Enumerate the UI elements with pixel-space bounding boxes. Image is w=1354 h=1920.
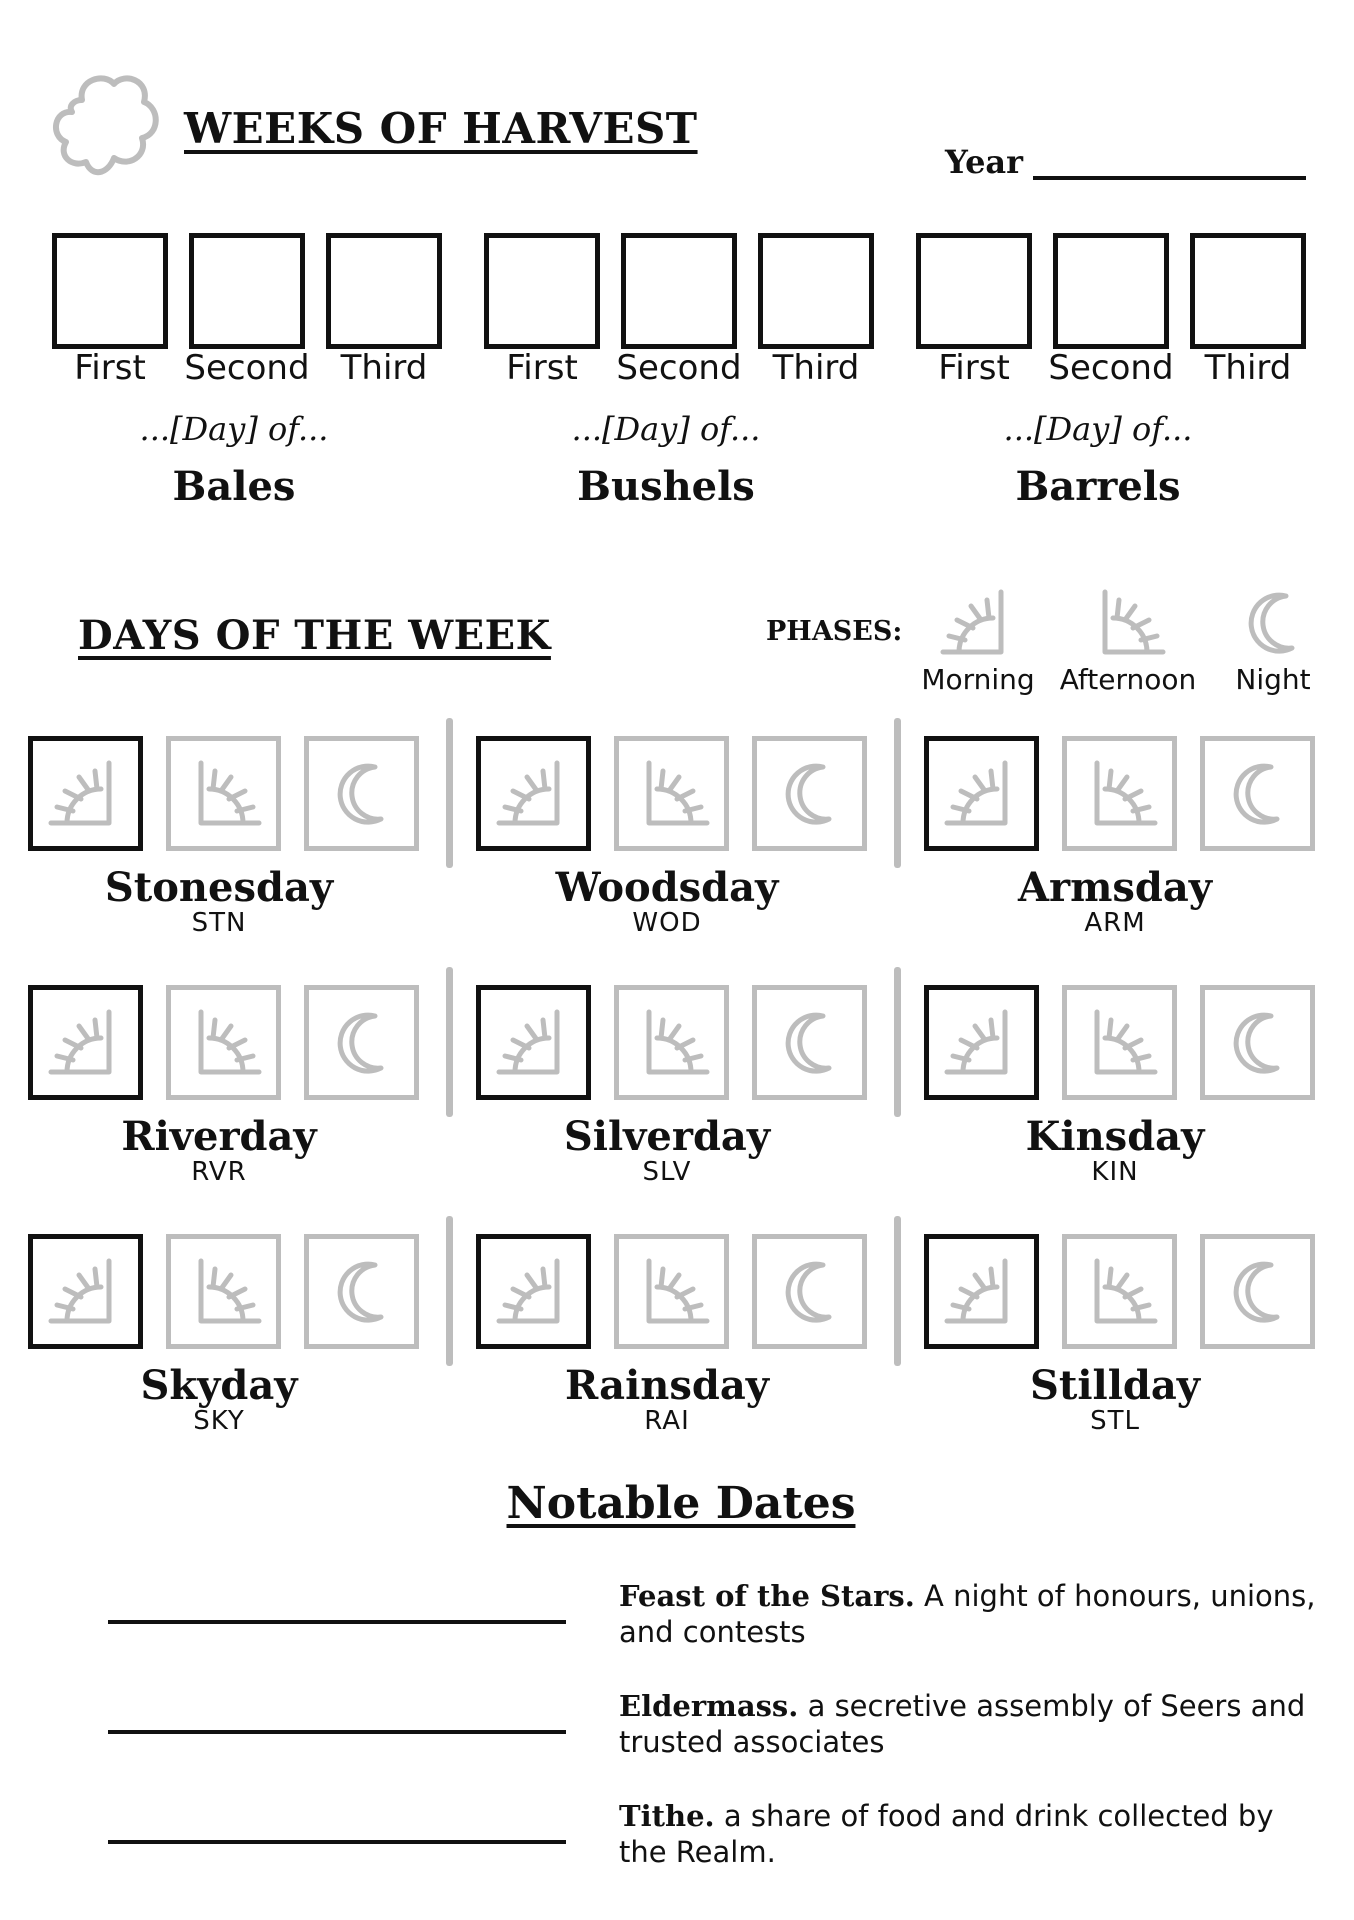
phase-checkbox-afternoon[interactable] [614,736,729,851]
moon-icon [1215,751,1301,837]
day-abbr: SKY [193,1406,245,1436]
sunrise-icon [491,1249,577,1335]
sunset-icon [181,751,267,837]
phase-checkbox-night[interactable] [752,736,867,851]
notable-date-text [619,1798,1324,1870]
sunrise-icon [491,1000,577,1086]
phase-checkbox-morning[interactable] [28,985,143,1100]
day-abbr: STN [191,908,247,938]
column-separator [894,967,901,1117]
week-ordinal-label: First [74,348,146,388]
week-ordinal-label: Third [1204,348,1292,388]
week-day-box[interactable] [52,233,168,349]
week-day-box[interactable] [1053,233,1169,349]
week-day-box[interactable] [758,233,874,349]
week-day-box[interactable] [916,233,1032,349]
phase-checkbox-afternoon[interactable] [1062,985,1177,1100]
day-of-label: ...[Day] of... [139,410,329,448]
notable-date-name: Tithe. [619,1799,715,1833]
column-separator [894,718,901,868]
date-input-line[interactable] [108,1840,566,1844]
date-input-line[interactable] [108,1730,566,1734]
sunset-icon [1077,1249,1163,1335]
day-name: Riverday [121,1113,317,1160]
sunrise-icon [935,580,1021,666]
notable-date-name: Feast of the Stars. [619,1579,915,1613]
phase-checkbox-night[interactable] [1200,1234,1315,1349]
week-ordinal-label: First [506,348,578,388]
day-name: Silverday [563,1113,771,1160]
sunrise-icon [491,751,577,837]
notable-date-text [619,1688,1324,1760]
day-of-label: ...[Day] of... [1003,410,1193,448]
sunset-icon [629,1000,715,1086]
sunrise-icon [43,1249,129,1335]
phase-checkbox-morning[interactable] [28,736,143,851]
sunset-icon [1077,1000,1163,1086]
column-separator [446,967,453,1117]
phase-checkbox-night[interactable] [304,1234,419,1349]
phase-checkbox-afternoon[interactable] [166,985,281,1100]
phase-checkbox-afternoon[interactable] [1062,1234,1177,1349]
week-name: Barrels [1015,463,1181,510]
moon-icon [319,751,405,837]
logo-icon [52,70,162,192]
week-ordinal-label: First [938,348,1010,388]
week-day-box[interactable] [621,233,737,349]
phase-checkbox-afternoon[interactable] [166,1234,281,1349]
phase-checkbox-night[interactable] [304,985,419,1100]
day-abbr: RAI [644,1406,690,1436]
moon-icon [1215,1249,1301,1335]
day-abbr: RVR [191,1157,247,1187]
phase-checkbox-night[interactable] [304,736,419,851]
day-name: Armsday [1017,864,1213,911]
sunset-icon [181,1000,267,1086]
sunrise-icon [43,751,129,837]
sunrise-icon [43,1000,129,1086]
notable-date-name: Eldermass. [619,1689,799,1723]
day-abbr: ARM [1084,908,1146,938]
sunset-icon [181,1249,267,1335]
phase-checkbox-morning[interactable] [28,1234,143,1349]
week-name: Bushels [577,463,755,510]
notable-date-desc: a secretive assembly of Seers and trusted associates [619,1689,1306,1759]
phase-checkbox-afternoon[interactable] [614,985,729,1100]
days-section-title: DAYS OF THE WEEK [78,612,551,659]
year-input-line[interactable] [1033,176,1306,180]
phase-checkbox-morning[interactable] [924,985,1039,1100]
phase-label: Morning [921,663,1035,696]
notable-date-desc: A night of honours, unions, and contests [619,1579,1316,1649]
phase-checkbox-morning[interactable] [476,1234,591,1349]
moon-icon [767,751,853,837]
phase-checkbox-night[interactable] [1200,985,1315,1100]
moon-icon [319,1249,405,1335]
sunset-icon [1077,751,1163,837]
phase-checkbox-night[interactable] [752,985,867,1100]
day-name: Rainsday [564,1362,769,1409]
day-name: Woodsday [555,864,779,911]
week-name: Bales [172,463,296,510]
day-name: Stillday [1029,1362,1201,1409]
column-separator [894,1216,901,1366]
phase-checkbox-afternoon[interactable] [1062,736,1177,851]
column-separator [446,718,453,868]
week-ordinal-label: Third [340,348,428,388]
week-ordinal-label: Third [772,348,860,388]
day-of-label: ...[Day] of... [571,410,761,448]
day-name: Kinsday [1025,1113,1205,1160]
day-abbr: SLV [642,1157,692,1187]
phase-label: Night [1235,663,1311,696]
moon-icon [1215,1000,1301,1086]
moon-icon [1230,580,1316,666]
moon-icon [767,1000,853,1086]
phase-checkbox-morning[interactable] [476,736,591,851]
date-input-line[interactable] [108,1620,566,1624]
sunrise-icon [939,1000,1025,1086]
day-name: Stonesday [104,864,334,911]
phase-checkbox-morning[interactable] [476,985,591,1100]
phase-checkbox-night[interactable] [1200,736,1315,851]
sunset-icon [1085,580,1171,666]
phases-label: PHASES: [766,616,903,647]
phase-checkbox-night[interactable] [752,1234,867,1349]
notable-dates-title: Notable Dates [506,1478,856,1529]
year-label: Year [945,143,1024,181]
week-day-box[interactable] [326,233,442,349]
day-abbr: WOD [632,908,702,938]
moon-icon [319,1000,405,1086]
moon-icon [767,1249,853,1335]
day-abbr: STL [1090,1406,1140,1436]
phase-checkbox-afternoon[interactable] [614,1234,729,1349]
page-title: WEEKS OF HARVEST [184,104,698,153]
phase-checkbox-morning[interactable] [924,1234,1039,1349]
week-day-box[interactable] [189,233,305,349]
phase-checkbox-afternoon[interactable] [166,736,281,851]
sunset-icon [629,751,715,837]
sunrise-icon [939,751,1025,837]
day-name: Skyday [140,1362,298,1409]
sunrise-icon [939,1249,1025,1335]
week-ordinal-label: Second [1048,348,1174,388]
notable-date-desc: a share of food and drink collected by the Realm. [619,1799,1274,1869]
week-day-box[interactable] [484,233,600,349]
week-ordinal-label: Second [184,348,310,388]
week-day-box[interactable] [1190,233,1306,349]
column-separator [446,1216,453,1366]
day-abbr: KIN [1091,1157,1139,1187]
notable-date-text [619,1578,1324,1650]
week-ordinal-label: Second [616,348,742,388]
phase-label: Afternoon [1059,663,1197,696]
sunset-icon [629,1249,715,1335]
phase-checkbox-morning[interactable] [924,736,1039,851]
